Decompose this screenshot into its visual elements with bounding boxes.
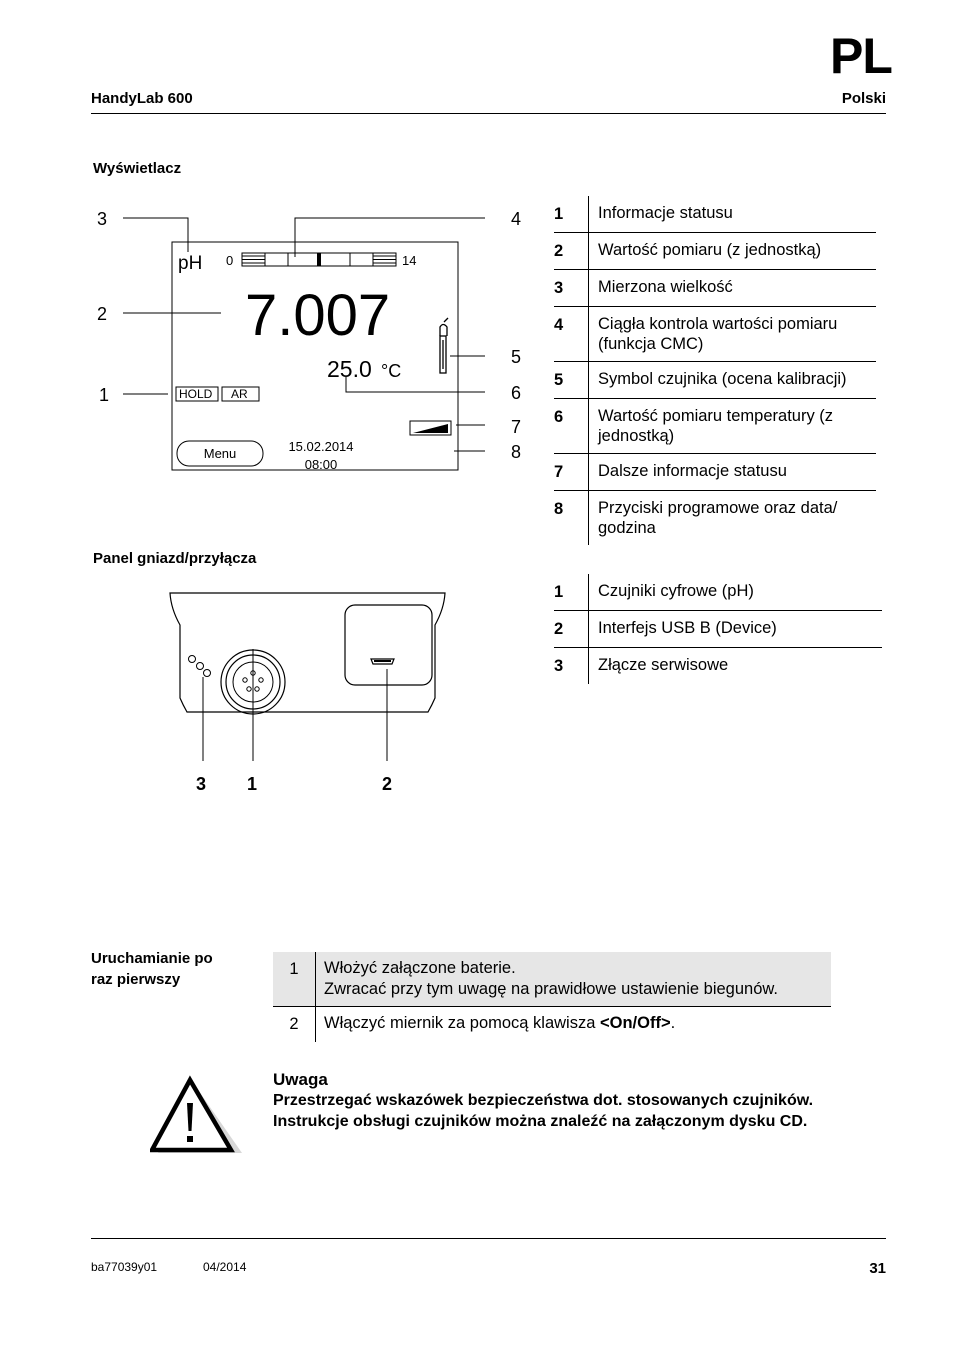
display-section-title: Wyświetlacz <box>93 160 182 177</box>
cmc-bar <box>242 253 396 266</box>
legend-number: 4 <box>554 307 589 362</box>
legend-text: Informacje statusu <box>589 196 877 233</box>
display-screen-frame <box>172 242 458 470</box>
warning-triangle-icon <box>150 1075 242 1155</box>
menu-softkey-label: Menu <box>203 446 237 461</box>
display-diagram <box>85 195 535 485</box>
panel-legend-table <box>554 574 882 684</box>
legend-text: Wartość pomiaru temperatury (z jednostką) <box>589 399 877 454</box>
legend-row <box>554 574 882 611</box>
startup-section-title <box>91 948 213 990</box>
step-text <box>316 1007 832 1043</box>
status-ramp-icon <box>413 424 448 433</box>
warning-line-1: Przestrzegać wskazówek bezpieczeństwa dot. stosowanych czujników. <box>273 1092 814 1109</box>
startup-steps-table <box>273 952 831 1042</box>
legend-row <box>554 270 876 307</box>
legend-row <box>554 362 876 399</box>
step-row <box>273 1007 831 1043</box>
language-name: Polski <box>841 90 886 107</box>
legend-row <box>554 233 876 270</box>
legend-row <box>554 307 876 362</box>
callout-3: 3 <box>97 209 108 229</box>
startup-title-line1: Uruchamianie po <box>91 950 213 967</box>
on-off-key: <On/Off> <box>600 1014 671 1032</box>
warning-line-2: Instrukcje obsługi czujników można znaleźć na załączonym dysku CD. <box>273 1113 808 1130</box>
cmc-marker <box>317 253 321 266</box>
callout-8: 8 <box>511 442 522 462</box>
callout-line-3 <box>123 218 188 252</box>
callout-5: 5 <box>511 347 522 367</box>
ar-indicator: AR <box>231 387 248 401</box>
step-line: Zwracać przy tym uwagę na prawidłowe ustawienie biegunów. <box>324 980 778 998</box>
hold-indicator: HOLD <box>179 387 213 401</box>
legend-number: 3 <box>554 270 589 307</box>
legend-number: 6 <box>554 399 589 454</box>
panel-callout-2: 2 <box>381 774 393 794</box>
legend-row <box>554 491 876 546</box>
legend-row <box>554 399 876 454</box>
usb-bay <box>345 605 432 685</box>
callout-1: 1 <box>99 385 110 405</box>
doc-id: ba77039y01 <box>91 1260 158 1274</box>
display-legend-table <box>554 196 876 545</box>
legend-number: 3 <box>554 648 589 685</box>
temperature-value: 25.0 <box>327 356 372 382</box>
legend-text: Wartość pomiaru (z jednostką) <box>589 233 877 270</box>
temperature-unit: °C <box>381 361 402 381</box>
measured-value: 7.007 <box>245 283 391 348</box>
step-line: Włożyć załączone baterie. <box>324 959 516 977</box>
panel-callout-1: 1 <box>246 774 258 794</box>
callout-2: 2 <box>97 304 108 324</box>
measured-quantity: pH <box>178 253 203 274</box>
legend-text: Ciągła kontrola wartości pomiaru (funkcja CMC) <box>589 307 877 362</box>
step-number: 2 <box>273 1007 316 1043</box>
step-row <box>273 952 831 1007</box>
language-code: PL <box>830 28 892 84</box>
usb-connector-icon <box>371 659 394 664</box>
page-number: 31 <box>869 1260 886 1277</box>
callout-7: 7 <box>511 417 522 437</box>
step-text <box>316 952 832 1007</box>
callout-6: 6 <box>511 383 522 403</box>
legend-text: Przyciski programowe oraz data/ godzina <box>598 499 838 537</box>
sensor-symbol-icon <box>440 318 448 373</box>
header-rule <box>91 113 886 114</box>
legend-text: Symbol czujnika (ocena kalibracji) <box>589 362 877 399</box>
doc-date: 04/2014 <box>203 1260 247 1274</box>
bar-max-label: 14 <box>402 253 417 268</box>
legend-text: Mierzona wielkość <box>589 270 877 307</box>
step-text-before: Włączyć miernik za pomocą klawisza <box>324 1014 600 1032</box>
legend-row <box>554 454 876 491</box>
socket-panel-diagram <box>160 585 460 800</box>
legend-row <box>554 648 882 685</box>
service-connector-icon <box>189 656 211 677</box>
legend-number: 1 <box>554 574 589 611</box>
step-number: 1 <box>273 952 316 1007</box>
startup-title-line2: raz pierwszy <box>91 971 181 988</box>
legend-number: 1 <box>554 196 589 233</box>
legend-text: Dalsze informacje statusu <box>589 454 877 491</box>
legend-text: Interfejs USB B (Device) <box>589 611 883 648</box>
legend-number: 7 <box>554 454 589 491</box>
legend-row <box>554 611 882 648</box>
warning-title: Uwaga <box>273 1070 328 1089</box>
panel-callout-3: 3 <box>195 774 207 794</box>
legend-row <box>554 196 876 233</box>
callout-line-4 <box>295 218 485 257</box>
legend-text: Czujniki cyfrowe (pH) <box>589 574 883 611</box>
bar-min-label: 0 <box>226 253 234 268</box>
legend-text: Złącze serwisowe <box>598 656 729 674</box>
legend-number: 2 <box>554 611 589 648</box>
step-text-after: . <box>670 1014 676 1032</box>
legend-number: 5 <box>554 362 589 399</box>
callout-4: 4 <box>511 209 522 229</box>
panel-outline <box>170 593 445 712</box>
screen-time: 08:00 <box>304 457 338 472</box>
legend-number: 8 <box>554 491 589 546</box>
legend-number: 2 <box>554 233 589 270</box>
screen-date: 15.02.2014 <box>288 439 354 454</box>
product-name: HandyLab 600 <box>91 90 193 107</box>
panel-section-title: Panel gniazd/przyłącza <box>93 550 257 567</box>
footer-rule <box>91 1238 886 1239</box>
